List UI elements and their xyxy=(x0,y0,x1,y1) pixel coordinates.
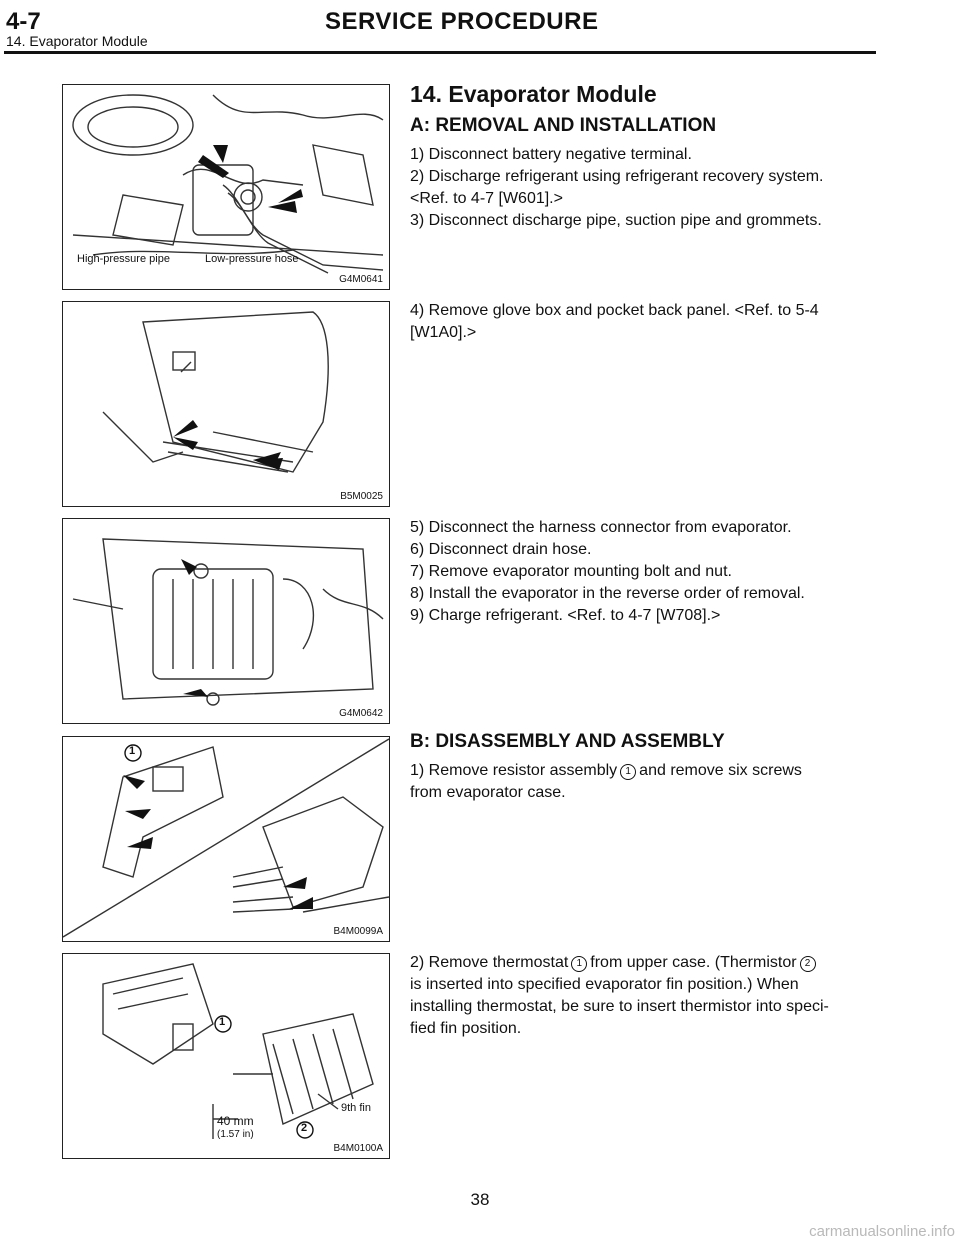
b-step-1-text: 1) Remove resistor assembly xyxy=(410,762,618,779)
watermark: carmanualsonline.info xyxy=(809,1223,955,1240)
ref-number-1: 1 xyxy=(620,764,636,780)
figure-code: B4M0099A xyxy=(333,926,383,937)
evaporator-mount-illustration xyxy=(63,519,389,723)
b-step-2-block xyxy=(410,952,880,1040)
header-rule xyxy=(4,51,876,54)
subsection-heading-b: B: DISASSEMBLY AND ASSEMBLY xyxy=(410,731,725,752)
figure-code: B5M0025 xyxy=(340,491,383,502)
b-step-2-mid: from upper case. (Thermistor xyxy=(590,954,797,971)
figure-code: G4M0642 xyxy=(339,708,383,719)
section-heading: 14. Evaporator Module xyxy=(410,81,657,107)
b-step-1-text-cont: and remove six screws xyxy=(639,762,802,779)
figure-code: B4M0100A xyxy=(333,1143,383,1154)
callout-1-label: 1 xyxy=(219,1016,226,1028)
b-step-1 xyxy=(410,760,880,782)
steps-5-9-block xyxy=(410,517,880,627)
step-7: 7) Remove evaporator mounting bolt and nut. xyxy=(410,563,732,580)
dimension-mm: 40 mm xyxy=(217,1114,254,1128)
step-9: 9) Charge refrigerant. <Ref. to 4-7 [W708].> xyxy=(410,607,721,624)
figure-b4m0100a xyxy=(62,953,390,1159)
page-number: 38 xyxy=(470,1190,490,1209)
figure-code: G4M0641 xyxy=(339,274,383,285)
fin-label: 9th fin xyxy=(341,1102,371,1114)
step-2: 2) Discharge refrigerant using refrigerant recovery system. xyxy=(410,168,824,185)
step-8: 8) Install the evaporator in the reverse order of removal. xyxy=(410,585,805,602)
step-5: 5) Disconnect the harness connector from evaporator. xyxy=(410,519,792,536)
b-step-2-line3: installing thermostat, be sure to insert thermistor into speci- xyxy=(410,998,829,1015)
step-3: 3) Disconnect discharge pipe, suction pipe and grommets. xyxy=(410,212,822,229)
ref-number-1: 1 xyxy=(571,956,587,972)
b-step-2-line2: is inserted into specified evaporator fin position.) When xyxy=(410,976,799,993)
b-step-1-line2: from evaporator case. xyxy=(410,784,566,801)
figure-b5m0025 xyxy=(62,301,390,507)
step-1: 1) Disconnect battery negative terminal. xyxy=(410,146,692,163)
evaporator-case-illustration xyxy=(63,737,389,941)
ref-number-2: 2 xyxy=(800,956,816,972)
figure-b4m0099a xyxy=(62,736,390,942)
b-step-2-line4: fied fin position. xyxy=(410,1020,522,1037)
step-2-ref: <Ref. to 4-7 [W601].> xyxy=(410,190,563,207)
section-number: 4-7 xyxy=(6,8,41,35)
dimension-in: (1.57 in) xyxy=(217,1129,254,1140)
page-subtitle: 14. Evaporator Module xyxy=(6,33,148,49)
page-title: SERVICE PROCEDURE xyxy=(325,8,599,35)
step-4-ref: [W1A0].> xyxy=(410,324,477,341)
figure-g4m0642 xyxy=(62,518,390,724)
callout-high-pressure-pipe: High-pressure pipe xyxy=(77,253,170,265)
section-b-block xyxy=(410,730,880,804)
step-4: 4) Remove glove box and pocket back panel. <Ref. to 5-4 xyxy=(410,302,819,319)
glove-box-illustration xyxy=(63,302,389,506)
step-6: 6) Disconnect drain hose. xyxy=(410,541,592,558)
figure-g4m0641 xyxy=(62,84,390,290)
step-4-block xyxy=(410,300,880,344)
callout-2-label: 2 xyxy=(301,1122,308,1134)
b-step-2 xyxy=(410,952,880,974)
subsection-heading-a: A: REMOVAL AND INSTALLATION xyxy=(410,115,717,136)
section-a-block xyxy=(410,80,880,232)
callout-low-pressure-hose: Low-pressure hose xyxy=(205,253,299,265)
callout-1-label: 1 xyxy=(129,745,136,757)
b-step-2-text: 2) Remove thermostat xyxy=(410,954,569,971)
